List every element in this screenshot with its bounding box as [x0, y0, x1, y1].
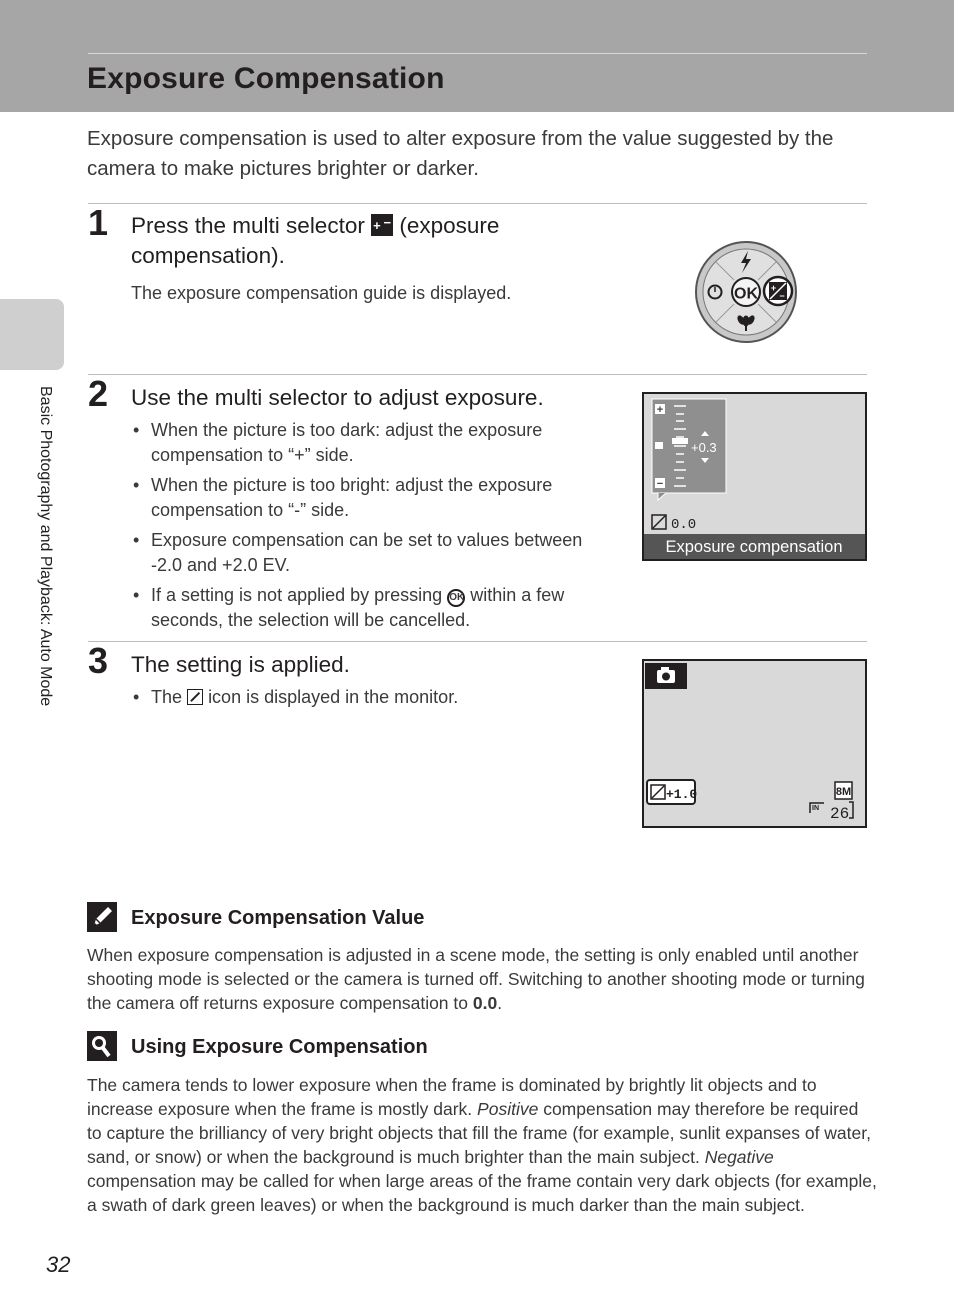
exposure-compensation-icon [371, 214, 393, 236]
multi-selector-diagram [694, 240, 798, 344]
page-number: 32 [46, 1252, 71, 1277]
note-title: Using Exposure Compensation [131, 1036, 428, 1058]
divider [88, 374, 867, 375]
step-description: The exposure compensation guide is displayed. [131, 283, 512, 303]
svg-text:0.0: 0.0 [671, 517, 697, 533]
svg-text:+0.3: +0.3 [691, 440, 717, 455]
svg-text:8M: 8M [835, 786, 852, 798]
svg-text:−: − [656, 478, 664, 490]
header-rule [88, 53, 867, 54]
side-tab-label: Basic Photography and Playback: Auto Mode [37, 386, 54, 707]
slider-handle [672, 438, 688, 444]
monitor-applied [642, 659, 867, 828]
list-item: • When the picture is too bright: adjust the exposure compensation to “-” side. [133, 475, 553, 520]
internal-memory-icon [810, 803, 824, 813]
image-mode-icon [835, 782, 852, 799]
exposure-compensation-button-icon [764, 277, 792, 305]
svg-text:IN: IN [812, 805, 819, 812]
divider [88, 203, 867, 204]
page-title: Exposure Compensation [87, 62, 445, 95]
intro-paragraph: Exposure compensation is used to alter exposure from the value suggested by the camera to make pictures brighter or darker. [87, 127, 834, 180]
step-heading: Press the multi selector + − (exposure compensation). [131, 211, 499, 271]
note-pencil-icon [87, 902, 117, 932]
side-tab [0, 299, 64, 370]
svg-text:+: + [770, 283, 777, 293]
list-item: • Exposure compensation can be set to values between -2.0 and +2.0 EV. [133, 530, 583, 575]
note-exposure-compensation-value [87, 902, 877, 1017]
camera-mode-icon [645, 663, 687, 689]
note-title: Exposure Compensation Value [131, 907, 425, 929]
monitor-exposure-guide [642, 392, 867, 561]
divider [88, 641, 867, 642]
svg-text:OK: OK [734, 285, 758, 303]
ok-button-icon: OK [447, 589, 465, 607]
exposure-compensation-indicator-icon [652, 515, 666, 529]
svg-text:26: 26 [830, 805, 850, 823]
step-heading: Use the multi selector to adjust exposure. [131, 385, 544, 410]
note-body: When exposure compensation is adjusted in a scene mode, the setting is only enabled until another shooting mode is selected or the camera is turned off. Switching to another shooting mode or turning the camera off returns exposure compensation to 0.0. [87, 945, 865, 1013]
step-bullets [131, 685, 611, 715]
exposure-slider [644, 394, 865, 559]
list-item: • When the picture is too dark: adjust the exposure compensation to “+” side. [133, 420, 543, 465]
svg-text:−: − [779, 291, 785, 301]
svg-text:Exposure compensation: Exposure compensation [665, 538, 843, 556]
step-bullets [131, 418, 611, 638]
exposure-compensation-icon [187, 689, 203, 705]
ok-button-icon [732, 278, 760, 306]
step-number: 3 [88, 640, 109, 681]
list-item: • If a setting is not applied by pressing OK within a few seconds, the selection will be cancelled. [133, 585, 565, 630]
step-number: 1 [88, 202, 109, 243]
svg-text:+1.0: +1.0 [666, 787, 698, 802]
step-number: 2 [88, 373, 109, 414]
list-item: • The icon is displayed in the monitor. [133, 687, 459, 707]
svg-text:+: + [656, 404, 664, 416]
step-heading: The setting is applied. [131, 652, 350, 677]
note-body: The camera tends to lower exposure when the frame is dominated by brightly lit objects and to increase exposure when the frame is mostly dark. Positive compensation may therefore be required to capture the brilliancy of very bright objects that fill the frame (for example, sunlit expanses of water, sand, or snow) or when the background is much brighter than the main subject. Negative compensation may be called for when large areas of the frame contain very dark objects (for example, a swath of dark green leaves) or when the background is much darker than the main subject. [87, 1075, 877, 1215]
note-using-exposure-compensation [87, 1031, 877, 1246]
note-tip-icon [87, 1031, 117, 1061]
